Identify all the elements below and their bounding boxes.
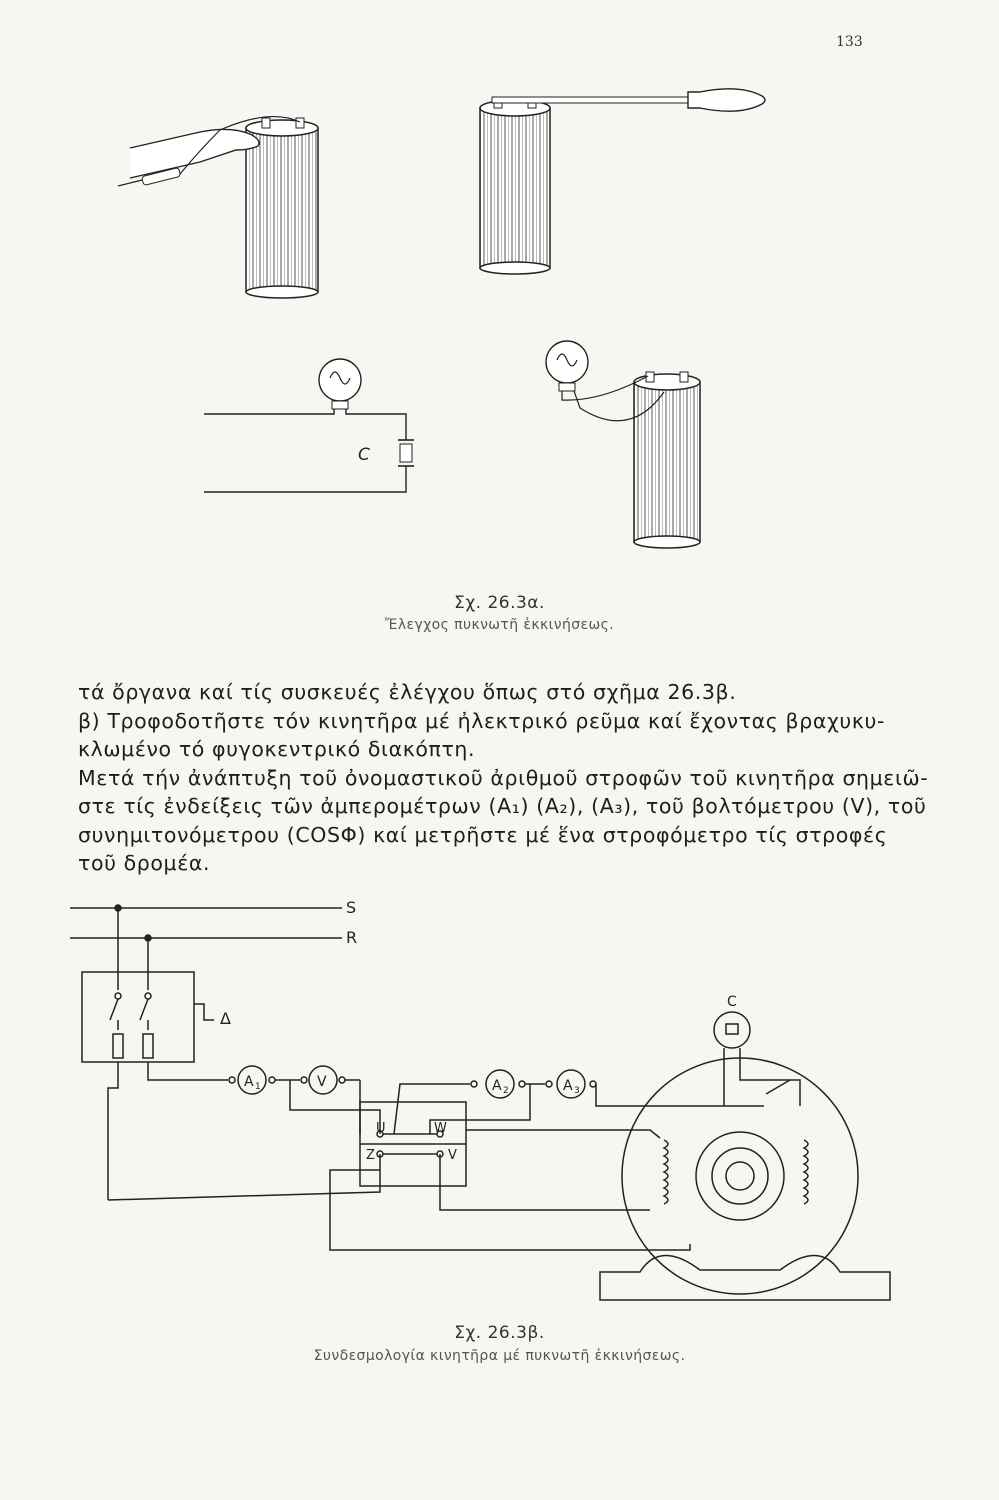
capacitor-label-b: C xyxy=(727,994,737,1010)
body-line: συνημιτονόμετρου (COSΦ) καί μετρῆστε μέ ἕνα στροφόμετρο τίς στροφές xyxy=(78,822,888,847)
body-line: τά ὄργανα καί τίς συσκευές ἐλέγχου ὅπως στό σχῆμα 26.3β. xyxy=(78,680,737,704)
lamp-test-circuit xyxy=(204,359,414,492)
meter-a3-sub: 3 xyxy=(574,1086,580,1096)
switch-label: Δ xyxy=(220,1009,231,1028)
meter-a2-sub: 2 xyxy=(503,1086,509,1096)
phase-r-label: R xyxy=(346,928,358,947)
terminal-z: Z xyxy=(366,1148,375,1163)
figure-26-3b-wiring-diagram xyxy=(0,880,999,1320)
phase-s-label: S xyxy=(346,898,357,917)
figure-a-title: Σχ. 26.3α. xyxy=(454,593,545,613)
meter-a2-label: A xyxy=(492,1078,502,1094)
terminal-v: V xyxy=(448,1148,457,1163)
body-line: κλωμένο τό φυγοκεντρικό διακόπτη. xyxy=(78,737,476,761)
body-line: στε τίς ἐνδείξεις τῶν ἀμπερομέτρων (A₁) (A₂), (A₃), τοῦ βολτόμετρου (V), τοῦ xyxy=(78,794,927,818)
capacitor-discharge-test xyxy=(480,89,765,274)
capacitor-touch-test xyxy=(118,117,318,298)
body-line: τοῦ δρομέα. xyxy=(78,851,211,875)
capacitor-label-a: C xyxy=(358,445,370,465)
body-text xyxy=(78,678,929,878)
terminal-w: W xyxy=(434,1121,447,1136)
motor-housing xyxy=(622,1058,858,1294)
meter-a1-sub: 1 xyxy=(255,1082,261,1092)
figure-26-3a xyxy=(0,0,999,600)
meter-a3-label: A xyxy=(563,1078,573,1094)
main-switch-box xyxy=(82,972,194,1062)
meter-a1-label: A xyxy=(244,1074,254,1090)
figure-b-subtitle: Συνδεσμολογία κινητῆρα μέ πυκνωτῆ ἐκκινήσεως. xyxy=(313,1348,686,1364)
lamp-capacitor-test xyxy=(546,341,700,548)
terminal-u: U xyxy=(376,1121,386,1136)
body-line: Μετά τήν ἀνάπτυξη τοῦ ὀνομαστικοῦ ἀριθμοῦ στροφῶν τοῦ κινητῆρα σημειῶ- xyxy=(78,765,929,790)
meter-v-label: V xyxy=(317,1074,327,1090)
figure-a-subtitle: Ἔλεγχος πυκνωτῆ ἐκκινήσεως. xyxy=(384,617,615,633)
page-number: 133 xyxy=(836,34,863,50)
body-line: β) Τροφοδοτῆστε τόν κινητῆρα μέ ἠλεκτρικό ρεῦμα καί ἔχοντας βραχυκυ- xyxy=(78,708,885,733)
figure-b-title: Σχ. 26.3β. xyxy=(454,1323,545,1343)
